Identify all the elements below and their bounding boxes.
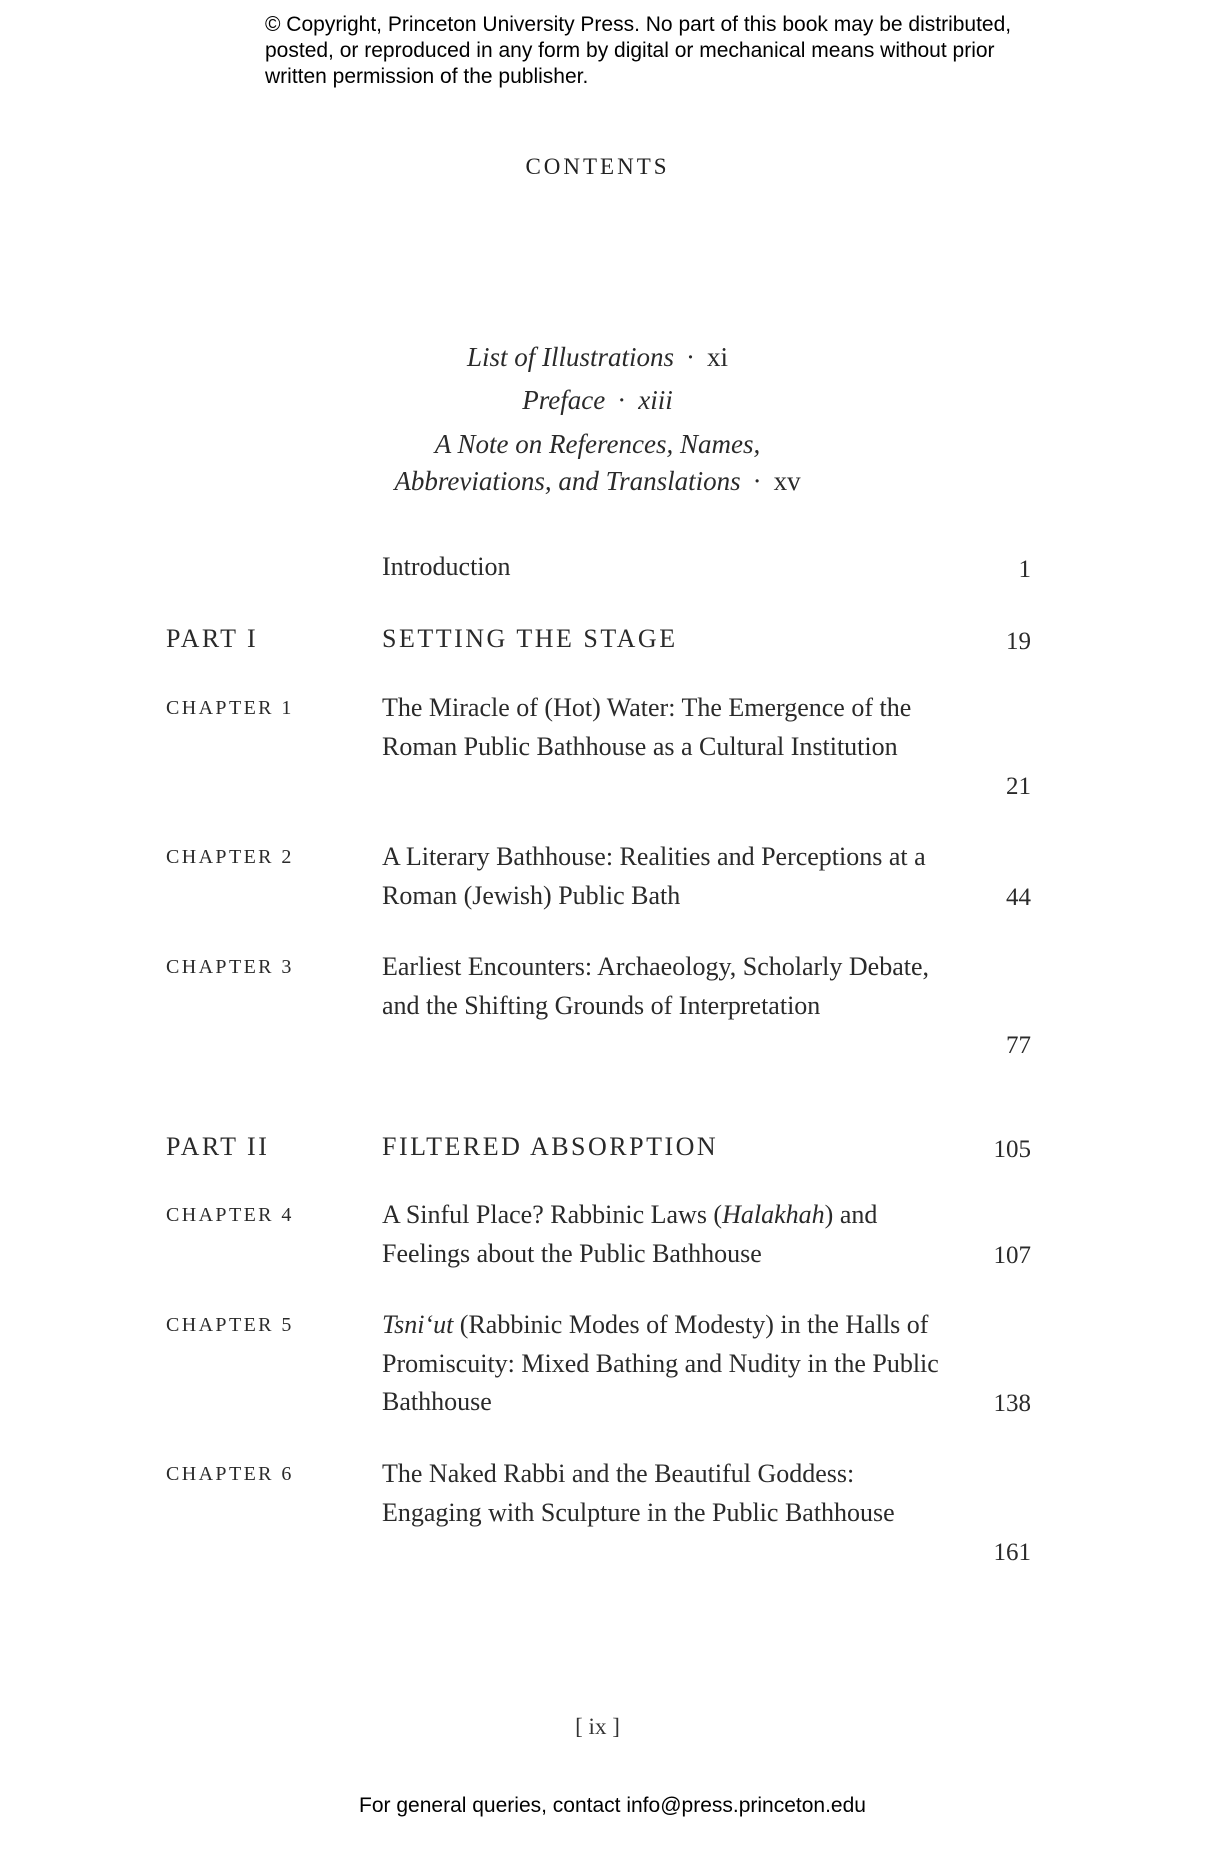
separator-dot: · (617, 385, 627, 415)
toc-page-number: 107 (993, 1242, 1031, 1269)
chapter-title: The Naked Rabbi and the Beautiful Goddess: Engaging with Sculpture in the Public Bathhouse (382, 1459, 895, 1527)
front-matter-page: xi (707, 342, 729, 372)
separator-dot: · (752, 466, 762, 496)
part-label: PART I (166, 624, 259, 653)
front-matter-page: xv (773, 466, 801, 496)
front-matter-item (0, 462, 1195, 500)
part-label: PART II (166, 1132, 270, 1161)
chapter-label: CHAPTER 5 (166, 1314, 294, 1336)
front-matter-title: List of Illustrations (466, 342, 675, 372)
toc-page-number: 19 (1006, 628, 1031, 655)
chapter-title-italic: Tsni‘ut (382, 1310, 454, 1339)
footer-contact: For general queries, contact info@press.princeton.edu (359, 1794, 866, 1817)
copyright-notice: © Copyright, Princeton University Press. No part of this book may be distributed, posted, or reproduced in any form by digital or mechanical means without prior written permission of the publisher. (265, 13, 1012, 88)
part-title: FILTERED ABSORPTION (382, 1132, 719, 1161)
front-matter-title: Abbreviations, and Translations (394, 466, 741, 496)
chapter-title (382, 1306, 942, 1422)
page-title: CONTENTS (525, 154, 670, 179)
chapter-title: The Miracle of (Hot) Water: The Emergence of the Roman Public Bathhouse as a Cultural Institution (382, 693, 912, 761)
toc-page-number: 138 (993, 1390, 1031, 1417)
chapter-title-text: A Sinful Place? Rabbinic Laws ( (382, 1200, 723, 1229)
front-matter-page: xiii (638, 385, 673, 415)
toc-page-number: 77 (1006, 1032, 1031, 1059)
toc-page-number: 1 (1018, 556, 1031, 583)
toc-page-number: 105 (993, 1136, 1031, 1163)
toc-page-number: 161 (993, 1539, 1031, 1566)
front-matter-title: Preface (522, 385, 606, 415)
part-title: SETTING THE STAGE (382, 624, 678, 653)
toc-page-number: 21 (1006, 773, 1031, 800)
chapter-title-text: ) and Feelings about the Public Bathhouse (382, 1200, 878, 1268)
chapter-title: Earliest Encounters: Archaeology, Scholarly Debate, and the Shifting Grounds of Interpretation (382, 952, 930, 1020)
chapter-title: A Literary Bathhouse: Realities and Perceptions at a Roman (Jewish) Public Bath (382, 842, 926, 910)
chapter-label: CHAPTER 1 (166, 697, 294, 719)
chapter-title-italic: Halakhah (722, 1200, 825, 1229)
chapter-label: CHAPTER 6 (166, 1463, 294, 1485)
chapter-label: CHAPTER 2 (166, 846, 294, 868)
front-matter-title: A Note on References, Names, (434, 429, 761, 459)
chapter-label: CHAPTER 4 (166, 1204, 294, 1226)
front-matter-item (0, 425, 1195, 463)
front-matter-item (0, 338, 1195, 376)
chapter-label: CHAPTER 3 (166, 956, 294, 978)
toc-entry-title: Introduction (382, 552, 511, 581)
page-folio: [ ix ] (575, 1714, 620, 1739)
chapter-title (382, 1196, 942, 1273)
chapter-title-text: (Rabbinic Modes of Modesty) in the Halls of Promiscuity: Mixed Bathing and Nudity in the Public Bathhouse (382, 1310, 939, 1416)
toc-page-number: 44 (1006, 884, 1031, 911)
separator-dot: · (686, 342, 696, 372)
front-matter-item (0, 381, 1195, 419)
